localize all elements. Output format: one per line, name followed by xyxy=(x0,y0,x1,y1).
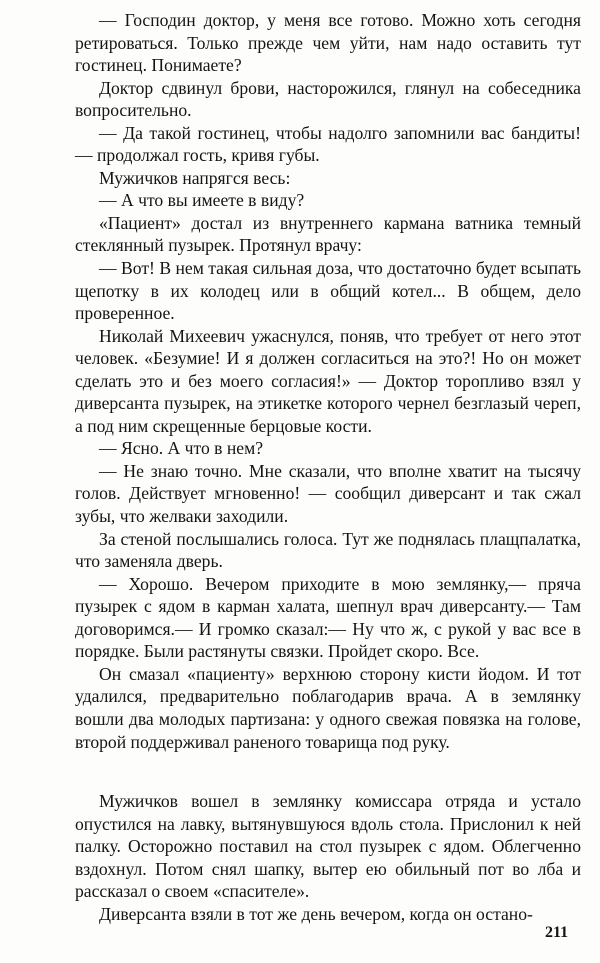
paragraph: — Да такой гостинец, чтобы надолго запомнили вас бандиты! — продолжал гость, кривя губы. xyxy=(75,122,581,166)
page-number: 211 xyxy=(545,924,569,941)
paragraph: — А что вы имеете в виду? xyxy=(99,190,305,211)
paragraph: Доктор сдвинул брови, насторожился, глянул на собеседника вопросительно. xyxy=(75,77,581,121)
paragraph: — Господин доктор, у меня все готово. Можно хоть сегодня ретироваться. Только прежде чем уйти, нам надо оставить тут гостинец. Понимаете? xyxy=(75,10,581,76)
text-section-2 xyxy=(75,790,581,925)
paragraph: — Хорошо. Вечером приходите в мою землянку,— пряча пузырек с ядом в карман халата, шепнул врач диверсанту.— Там договоримся.— И громко сказал:— Ну что ж, с рукой у вас все в порядке. Были растянуты связки. Пройдет скоро. Все. xyxy=(75,573,581,662)
paragraph: Мужичков напрягся весь: xyxy=(99,167,291,188)
paragraph: Он смазал «пациенту» верхнюю сторону кисти йодом. И тот удалился, предварительно поблагодарив врача. А в землянку вошли два молодых партизана: у одного свежая повязка на голове, второй поддерживал раненого товарища под руку. xyxy=(75,663,581,752)
paragraph: Диверсанта взяли в тот же день вечером, когда он остано- xyxy=(99,903,533,924)
paragraph: — Не знаю точно. Мне сказали, что вполне хватит на тысячу голов. Действует мгновенно! — сообщил диверсант и так сжал зубы, что желваки заходили. xyxy=(75,460,581,527)
text-section-1 xyxy=(75,9,581,753)
paragraph: «Пациент» достал из внутреннего кармана ватника темный стеклянный пузырек. Протянул врачу: xyxy=(75,212,581,256)
paragraph: Николай Михеевич ужаснулся, поняв, что требует от него этот человек. «Безумие! И я должен согласиться на это?! Но он может сделать это и без моего согласия!» — Доктор торопливо взял у диверсанта пузырек, на этикетке которого чернел безглазый череп, а под ним скрещенные берцовые кости. xyxy=(75,325,581,436)
paragraph: — Ясно. А что в нем? xyxy=(99,438,264,459)
paragraph: Мужичков вошел в землянку комиссара отряда и устало опустился на лавку, вытянувшуюся вдоль стола. Прислонил к ней палку. Осторожно поставил на стол пузырек с ядом. Облегченно вздохнул. Потом снял шапку, вытер ею обильный пот во лба и рассказал о своем «спасителе». xyxy=(75,791,581,902)
paragraph: За стеной послышались голоса. Тут же поднялась плащпалатка, что заменяла дверь. xyxy=(75,528,581,572)
paragraph: — Вот! В нем такая сильная доза, что достаточно будет всыпать щепотку в их колодец или в общий котел... В общем, дело проверенное. xyxy=(75,258,581,324)
